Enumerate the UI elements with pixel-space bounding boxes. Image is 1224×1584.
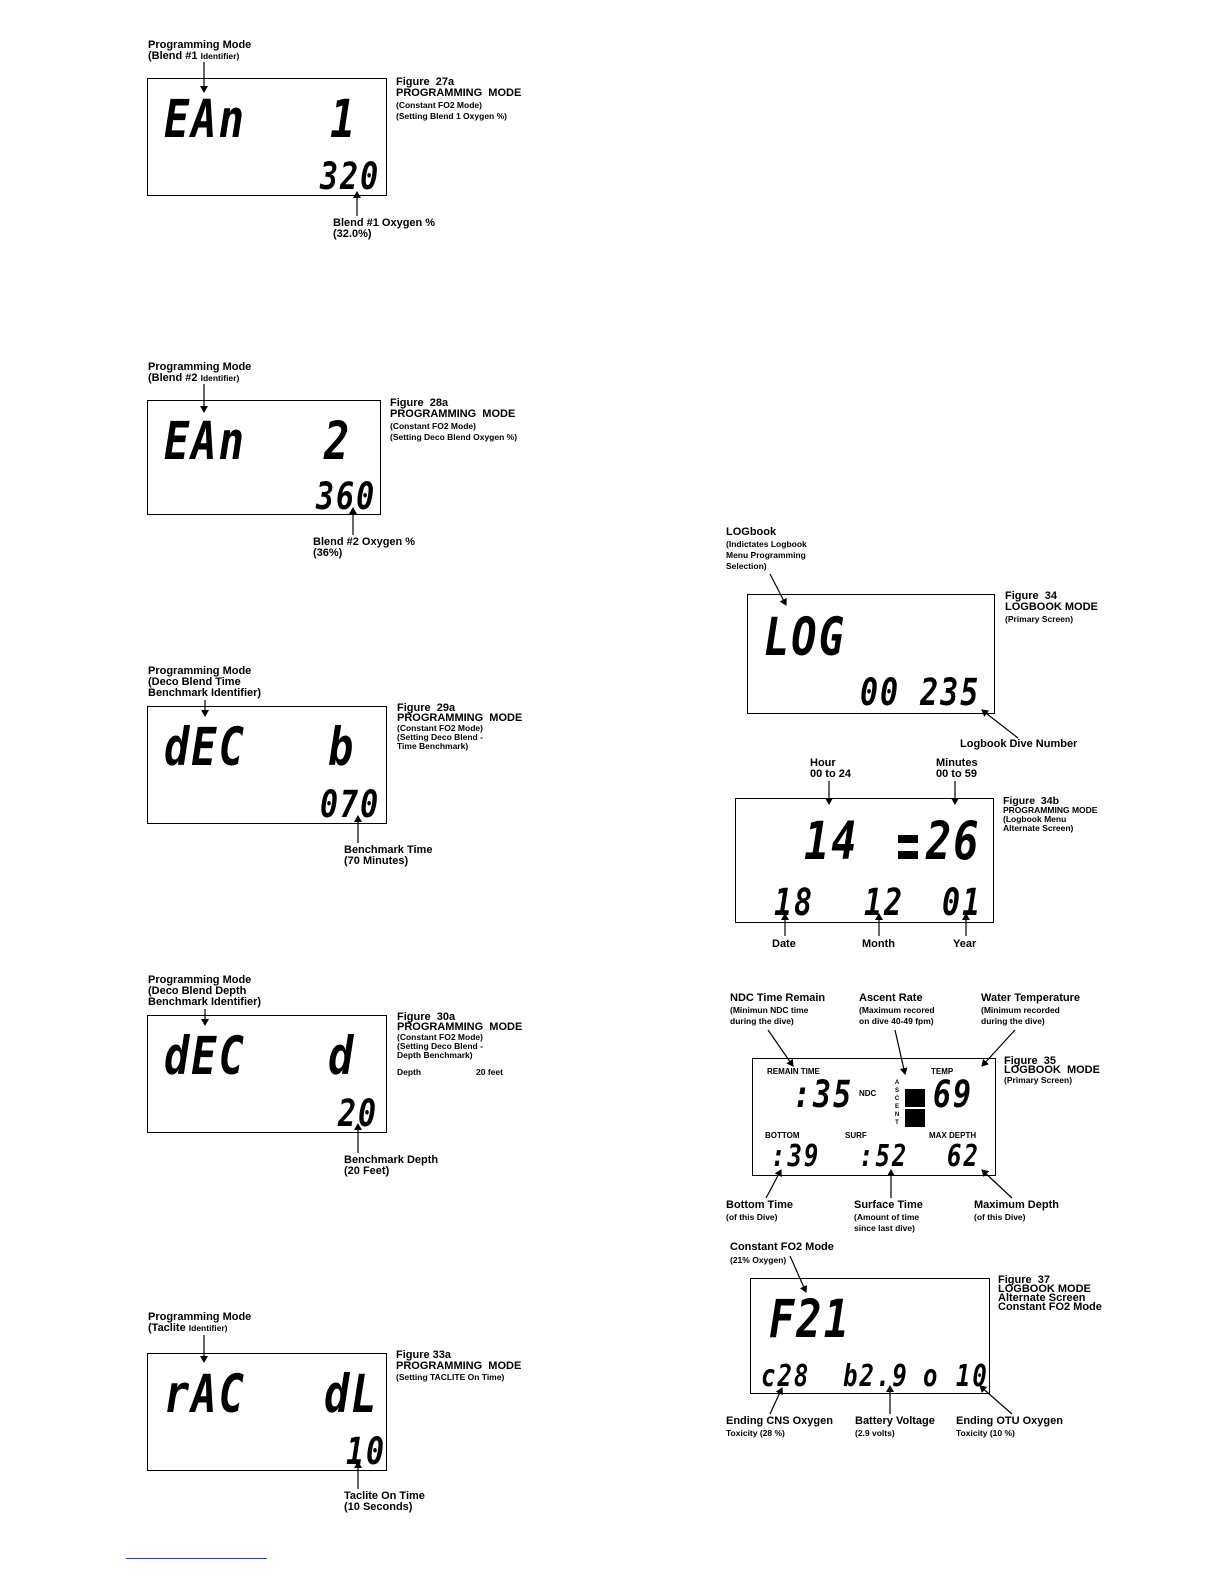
figure-note: (Setting Deco Blend - (397, 732, 483, 742)
figure-number: Figure 34 (1005, 590, 1057, 602)
arrow (982, 710, 1018, 738)
figure-note: (Primary Screen) (1004, 1075, 1073, 1085)
figure-note: (Logbook Menu (1003, 814, 1067, 824)
temp-callout-note: during the dive) (981, 1016, 1045, 1026)
lcd-right-text: b (328, 716, 356, 778)
arrow (770, 1388, 782, 1414)
year-value: 01 (942, 881, 983, 925)
callout-title: Programming Mode (148, 39, 252, 51)
lcd-bottom-text: 10 (346, 1430, 387, 1474)
ascent-label: A S C E N T (894, 1080, 900, 1126)
figure-number: Figure 34b (1003, 795, 1060, 807)
callout-title: LOGbook (726, 526, 777, 538)
figure-note: (Setting Deco Blend Oxygen %) (390, 432, 518, 442)
cns-callout-note: Toxicity (28 %) (726, 1428, 785, 1438)
ascent-callout-note: (Maximum recored (859, 1005, 935, 1015)
arrow (766, 1170, 781, 1198)
date-value: 18 (774, 881, 815, 925)
bottom-label: BOTTOM (765, 1131, 800, 1140)
arrow (982, 1170, 1012, 1198)
month-label: Month (862, 938, 895, 950)
figure-note: Depth Benchmark) (397, 1050, 473, 1060)
callout-note: Selection) (726, 561, 767, 571)
lcd-main-text: EAn (164, 88, 246, 150)
lcd-bottom-text: 360 (316, 475, 377, 519)
callout-value: (10 Seconds) (344, 1501, 413, 1513)
callout-title: Programming Mode (148, 1311, 252, 1323)
ascent-callout-note: on dive 40-49 fpm) (859, 1016, 934, 1026)
callout-title: Programming Mode (148, 361, 252, 373)
figure-note: Time Benchmark) (397, 741, 469, 751)
bottom-value: :39 (771, 1138, 821, 1174)
figure-title: LOGBOOK MODE (1004, 1064, 1100, 1076)
surf-value: :52 (859, 1138, 909, 1174)
figure-number: Figure 33a (396, 1349, 452, 1361)
callout-note: Menu Programming (726, 550, 806, 560)
figure-note: (Setting TACLITE On Time) (396, 1372, 505, 1382)
figure-title: PROGRAMMING MODE (397, 1021, 523, 1033)
minutes-value: 26 (926, 810, 981, 872)
otu-callout-note: Toxicity (10 %) (956, 1428, 1015, 1438)
year-label: Year (953, 938, 977, 950)
callout-label: Benchmark Time (344, 844, 433, 856)
callout-label: Taclite On Time (344, 1490, 425, 1502)
figure-note: (Primary Screen) (1005, 614, 1074, 624)
figure-title: LOGBOOK MODE (1005, 601, 1098, 613)
lcd-main-text: dEC (164, 1025, 246, 1087)
figure-title: PROGRAMMING MODE (397, 712, 523, 724)
callout-label: Blend #2 Oxygen % (313, 536, 416, 548)
depth-label: Depth (397, 1067, 422, 1077)
bottom-callout-note: (of this Dive) (726, 1212, 778, 1222)
figure-number: Figure 28a (390, 397, 449, 409)
otu-value: o 10 (923, 1358, 989, 1394)
temp-value: 69 (933, 1073, 974, 1117)
figure-note: (Constant FO2 Mode) (397, 723, 483, 733)
remain-value: :35 (793, 1073, 854, 1117)
callout-label: Logbook Dive Number (960, 738, 1078, 750)
callout-note: (Indictates Logbook (726, 539, 807, 549)
remain-time-label: REMAIN TIME (767, 1067, 820, 1076)
lcd-main-text: dEC (164, 716, 246, 778)
minutes-label: Minutes (936, 757, 978, 769)
callout-subtitle: (Deco Blend Depth (148, 985, 247, 997)
callout-title: Programming Mode (148, 665, 252, 677)
figure-note: (Constant FO2 Mode) (396, 100, 482, 110)
lcd-main-text: rAC (164, 1363, 246, 1425)
figure-note: (Setting Deco Blend - (397, 1041, 483, 1051)
figure-title: PROGRAMMING MODE (1003, 805, 1098, 815)
temp-label: TEMP (931, 1067, 954, 1076)
figure-number: Figure 35 (1004, 1055, 1056, 1067)
callout-subtitle: Benchmark Identifier) (148, 687, 262, 699)
depth-value: 20 feet (476, 1067, 503, 1077)
lcd-main-text: LOG (764, 606, 846, 668)
figure-note: Alternate Screen (998, 1292, 1086, 1304)
hour-label: Hour (810, 757, 836, 769)
figure-note: Alternate Screen) (1003, 823, 1074, 833)
maxdepth-callout-title: Maximum Depth (974, 1199, 1059, 1211)
lcd-main-text: F21 (769, 1288, 851, 1350)
figure-number: Figure 29a (397, 702, 456, 714)
figure-title: LOGBOOK MODE (998, 1283, 1091, 1295)
figure-note: Constant FO2 Mode (998, 1301, 1102, 1313)
ascent-callout-title: Ascent Rate (859, 992, 923, 1004)
surf-label: SURF (845, 1131, 867, 1140)
maxdepth-callout-note: (of this Dive) (974, 1212, 1026, 1222)
temp-callout-title: Water Temperature (981, 992, 1081, 1004)
callout-subtitle: (Taclite Identifier) (148, 1322, 228, 1334)
lcd-right-text: 1 (330, 88, 358, 150)
lcd-bottom-text: 320 (320, 155, 381, 199)
otu-callout-title: Ending OTU Oxygen (956, 1415, 1063, 1427)
figure-number: Figure 27a (396, 76, 455, 88)
bottom-callout-title: Bottom Time (726, 1199, 794, 1211)
hour-value: 14 (804, 810, 859, 872)
figure-number: Figure 30a (397, 1011, 456, 1023)
temp-callout-note: (Minimum recorded (981, 1005, 1060, 1015)
figure-note: (Setting Blend 1 Oxygen %) (396, 111, 507, 121)
ndc-label: NDC (859, 1089, 877, 1098)
lcd-bottom-text: 20 (338, 1092, 379, 1136)
surface-callout-title: Surface Time (854, 1199, 923, 1211)
lcd-bottom-text: 070 (320, 783, 381, 827)
cns-callout-title: Ending CNS Oxygen (726, 1415, 833, 1427)
lcd-main-text: EAn (164, 410, 246, 472)
callout-title: Programming Mode (148, 974, 252, 986)
arrow (982, 1030, 1015, 1066)
callout-value: (32.0%) (333, 228, 372, 240)
callout-subtitle: (Blend #2 Identifier) (148, 372, 240, 384)
figure-note: (Constant FO2 Mode) (397, 1032, 483, 1042)
figure-title: PROGRAMMING MODE (396, 87, 522, 99)
max-depth-label: MAX DEPTH (929, 1131, 977, 1140)
callout-label: Benchmark Depth (344, 1154, 439, 1166)
surface-callout-note: (Amount of time (854, 1212, 920, 1222)
figure-note: (Constant FO2 Mode) (390, 421, 476, 431)
arrow (790, 1256, 806, 1292)
ndc-callout-note: (Minimun NDC time (730, 1005, 809, 1015)
lcd-right-text: d (328, 1025, 356, 1087)
lcd-bottom-text: 00 235 (860, 671, 981, 715)
callout-title: Constant FO2 Mode (730, 1241, 834, 1253)
battery-callout-note: (2.9 volts) (855, 1428, 895, 1438)
ndc-callout-title: NDC Time Remain (730, 992, 826, 1004)
battery-value: b2.9 (843, 1358, 909, 1394)
callout-subtitle: (Blend #1 Identifier) (148, 50, 240, 62)
footnote-rule (126, 1558, 267, 1559)
figure-title: PROGRAMMING MODE (390, 408, 516, 420)
cns-value: c28 (761, 1358, 811, 1394)
figure-number: Figure 37 (998, 1274, 1050, 1286)
callout-value: (36%) (313, 547, 343, 559)
battery-callout-title: Battery Voltage (855, 1415, 935, 1427)
callout-value: (70 Minutes) (344, 855, 409, 867)
minutes-range: 00 to 59 (936, 768, 977, 780)
callout-note: (21% Oxygen) (730, 1255, 787, 1265)
arrow (768, 1030, 793, 1066)
month-value: 12 (864, 881, 905, 925)
arrow (895, 1030, 905, 1074)
max-depth-value: 62 (947, 1138, 980, 1174)
callout-subtitle: (Deco Blend Time (148, 676, 241, 688)
ndc-callout-note: during the dive) (730, 1016, 794, 1026)
date-label: Date (772, 938, 796, 950)
lcd-right-text: dL (324, 1363, 379, 1425)
callout-subtitle: Benchmark Identifier) (148, 996, 262, 1008)
arrow (980, 1386, 1012, 1414)
figure-title: PROGRAMMING MODE (396, 1360, 522, 1372)
surface-callout-note: since last dive) (854, 1223, 915, 1233)
hour-range: 00 to 24 (810, 768, 851, 780)
callout-value: (20 Feet) (344, 1165, 390, 1177)
lcd-right-text: 2 (324, 410, 352, 472)
callout-label: Blend #1 Oxygen % (333, 217, 436, 229)
arrow (770, 574, 786, 605)
